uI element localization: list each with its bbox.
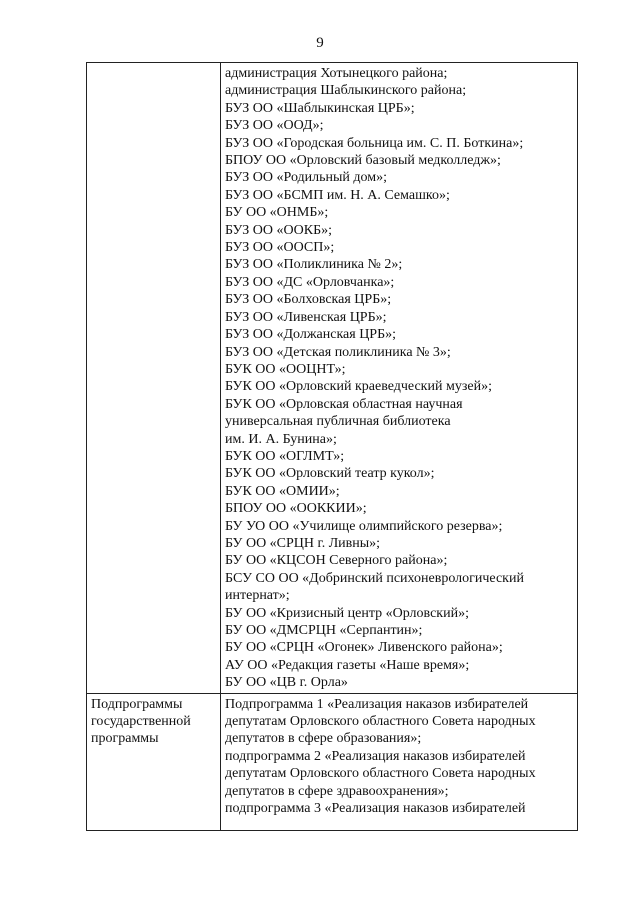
- participant-line: БУЗ ОО «Городская больница им. С. П. Боткина»;: [225, 135, 524, 151]
- table-row-subprograms: [87, 693, 578, 830]
- participant-line: БУК ОО «Орловский театр кукол»;: [225, 466, 435, 482]
- participant-line: БУ УО ОО «Училище олимпийского резерва»;: [225, 518, 503, 534]
- participant-line: универсальная публичная библиотека: [225, 414, 451, 430]
- participant-line: БУЗ ОО «ДС «Орловчанка»;: [225, 274, 395, 290]
- subprogram-line: депутатов в сфере образования»;: [225, 731, 422, 747]
- participant-line: БУЗ ОО «ООКБ»;: [225, 222, 332, 238]
- participant-line: БУЗ ОО «Шаблыкинская ЦРБ»;: [225, 100, 415, 116]
- participant-line: БУЗ ОО «Ливенская ЦРБ»;: [225, 309, 387, 325]
- participant-line: БУЗ ОО «ООД»;: [225, 118, 324, 134]
- participant-line: БУ ОО «КЦСОН Северного района»;: [225, 553, 448, 569]
- participant-line: БУ ОО «СРЦН г. Ливны»;: [225, 535, 381, 551]
- row2-left-cell: [87, 693, 221, 830]
- participant-line: БУЗ ОО «БСМП им. Н. А. Семашко»;: [225, 187, 450, 203]
- page-number: 9: [316, 35, 324, 51]
- subprogram-line: подпрограмма 3 «Реализация наказов избирателей: [225, 801, 526, 817]
- subprogram-line: депутатам Орловского областного Совета народных: [225, 766, 536, 782]
- participant-line: БСУ СО ОО «Добринский психоневрологический: [225, 570, 524, 586]
- participant-line: интернат»;: [225, 588, 290, 604]
- subprograms-label: Подпрограммы государственной программы: [91, 696, 191, 747]
- row2-right-cell: [221, 693, 578, 830]
- participant-line: БУЗ ОО «Поликлиника № 2»;: [225, 257, 403, 273]
- participant-line: АУ ОО «Редакция газеты «Наше время»;: [225, 657, 470, 673]
- participant-line: БУЗ ОО «Родильный дом»;: [225, 170, 388, 186]
- participant-line: БУЗ ОО «Должанская ЦРБ»;: [225, 327, 397, 343]
- program-table: [86, 62, 578, 831]
- participant-line: БУК ОО «Орловская областная научная: [225, 396, 463, 412]
- participant-line: БУ ОО «ДМСРЦН «Серпантин»;: [225, 623, 423, 638]
- participant-line: администрация Шаблыкинского района;: [225, 83, 467, 99]
- participant-line: им. И. А. Бунина»;: [225, 431, 337, 447]
- participant-line: БПОУ ОО «Орловский базовый медколледж»;: [225, 153, 501, 169]
- participant-line: БУК ОО «ОМИИ»;: [225, 483, 340, 499]
- subprogram-line: Подпрограмма 1 «Реализация наказов избирателей: [225, 696, 529, 712]
- participant-line: БУЗ ОО «Детская поликлиника № 3»;: [225, 344, 451, 360]
- table-row-participants: [87, 63, 578, 694]
- participant-line: БУ ОО «ОНМБ»;: [225, 205, 329, 221]
- participant-line: БУК ОО «ООЦНТ»;: [225, 361, 346, 377]
- participant-line: БУЗ ОО «ООСП»;: [225, 240, 335, 256]
- participant-line: БПОУ ОО «ООККИИ»;: [225, 501, 367, 517]
- row1-left-cell: [87, 63, 221, 694]
- participant-line: БУК ОО «ОГЛМТ»;: [225, 448, 345, 464]
- row1-right-cell: [221, 63, 578, 694]
- participant-line: администрация Хотынецкого района;: [225, 66, 448, 81]
- participant-line: БУЗ ОО «Болховская ЦРБ»;: [225, 292, 392, 308]
- subprogram-line: депутатам Орловского областного Совета народных: [225, 714, 536, 730]
- subprogram-line: депутатов в сфере здравоохранения»;: [225, 783, 449, 799]
- participant-line: БУК ОО «Орловский краеведческий музей»;: [225, 379, 492, 395]
- participant-line: БУ ОО «Кризисный центр «Орловский»;: [225, 605, 469, 621]
- participant-line: БУ ОО «ЦВ г. Орла»: [225, 675, 348, 691]
- subprogram-line: подпрограмма 2 «Реализация наказов избирателей: [225, 748, 526, 764]
- participant-line: БУ ОО «СРЦН «Огонек» Ливенского района»;: [225, 640, 503, 656]
